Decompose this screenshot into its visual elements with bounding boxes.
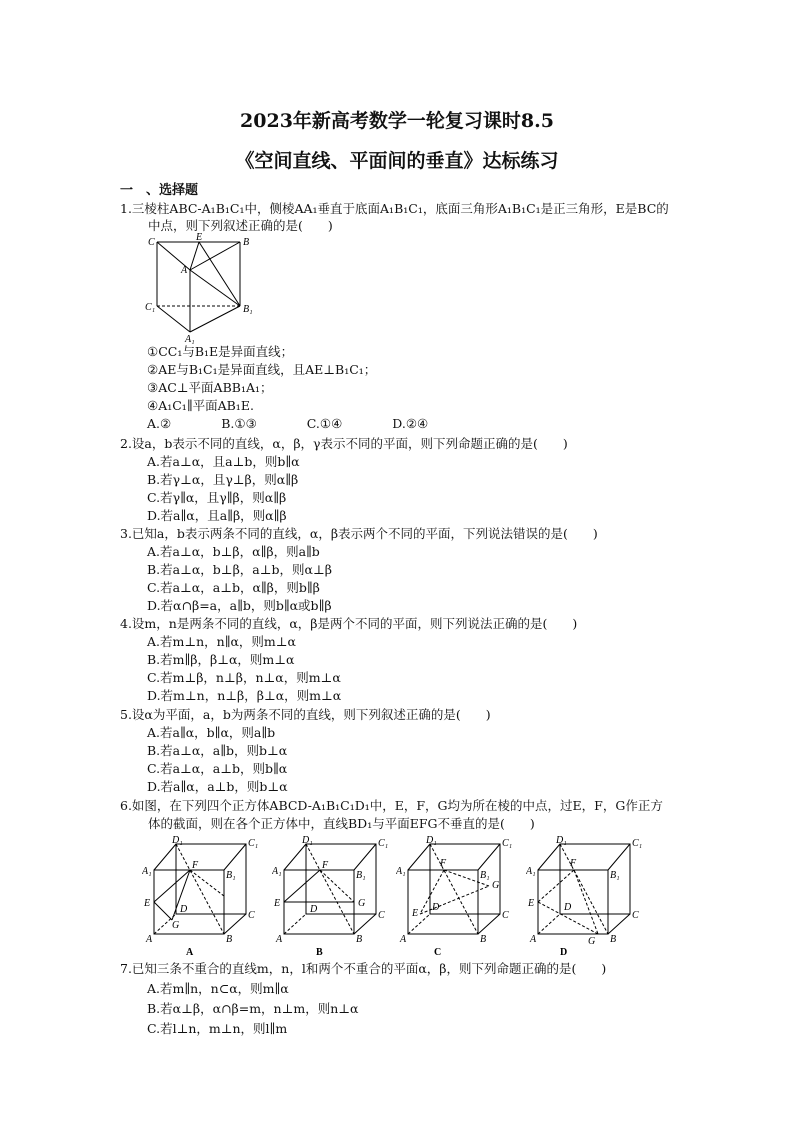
q6d-label-F: F bbox=[570, 858, 577, 869]
q6-caption-c: C bbox=[434, 947, 442, 958]
q6b-label-C1: C₁ bbox=[378, 838, 389, 849]
q6d-label-B: B bbox=[610, 934, 617, 945]
page-subtitle: 《空间直线、平面间的垂直》达标练习 bbox=[235, 150, 559, 172]
q6c-label-D1: D₁ bbox=[426, 836, 437, 846]
section-heading: 一 、选择题 bbox=[120, 183, 199, 198]
q6c-label-B: B bbox=[480, 934, 487, 945]
q6c-label-A1: A₁ bbox=[396, 866, 406, 877]
q3-stem: 3.已知a，b表示两条不同的直线，α，β表示两个不同的平面，下列说法错误的是( ) bbox=[120, 526, 598, 541]
q6-cube-figure-c bbox=[396, 836, 516, 958]
q6d-label-D1: D₁ bbox=[556, 836, 567, 846]
q5-stem: 5.设α为平面，a，b为两条不同的直线，则下列叙述正确的是( ) bbox=[120, 707, 491, 722]
q4-option-b: B.若m∥β，β⊥α，则m⊥α bbox=[147, 652, 295, 667]
q6d-label-B1: B₁ bbox=[610, 870, 620, 881]
q6a-label-F: F bbox=[192, 860, 199, 871]
q2-option-c: C.若γ∥α，且γ∥β，则α∥β bbox=[147, 490, 287, 505]
q5-option-b: B.若a⊥α，a∥b，则b⊥α bbox=[147, 743, 288, 758]
q6b-label-D: D bbox=[310, 904, 318, 915]
q6a-label-A: A bbox=[146, 934, 153, 945]
q6d-label-E: E bbox=[528, 898, 535, 909]
q6-caption-d: D bbox=[560, 947, 568, 958]
q2-option-a: A.若a⊥α，且a⊥b，则b∥α bbox=[147, 454, 300, 469]
q6b-label-D1: D₁ bbox=[302, 836, 313, 846]
q3-option-c: C.若a⊥α，a⊥b，α∥β，则b∥β bbox=[147, 580, 320, 595]
q2-option-d: D.若a∥α，且a∥β，则α∥β bbox=[147, 508, 287, 523]
q6c-label-A: A bbox=[400, 934, 407, 945]
q1-stem-line1: 1.三棱柱ABC-A₁B₁C₁中，侧棱AA₁垂直于底面A₁B₁C₁，底面三角形A₁B₁C₁是正三角形，E是BC的 bbox=[120, 201, 669, 216]
q6c-label-G: G bbox=[492, 880, 500, 891]
q7-option-a: A.若m∥n，n⊂α，则m∥α bbox=[147, 981, 289, 996]
q6b-label-A1: A₁ bbox=[272, 866, 282, 877]
q1-label-A: A bbox=[181, 265, 188, 276]
q1-statement-4: ④A₁C₁∥平面AB₁E. bbox=[147, 398, 254, 413]
q3-option-a: A.若a⊥α，b⊥β，α∥β，则a∥b bbox=[147, 544, 320, 559]
q6-stem-line2: 体的截面，则在各个正方体中，直线BD₁与平面EFG不垂直的是( ) bbox=[148, 816, 535, 831]
q6b-label-B1: B₁ bbox=[356, 870, 366, 881]
q1-label-C1: C₁ bbox=[145, 302, 156, 313]
q3-option-d: D.若α∩β=a，a∥b，则b∥α或b∥β bbox=[147, 598, 332, 613]
q6a-label-A1: A₁ bbox=[142, 866, 152, 877]
q4-stem: 4.设m，n是两条不同的直线，α，β是两个不同的平面，则下列说法正确的是( ) bbox=[120, 616, 578, 631]
q6c-label-C1: C₁ bbox=[502, 838, 513, 849]
q6a-label-B: B bbox=[226, 934, 233, 945]
q6-cube-figure-a bbox=[142, 836, 262, 958]
q1-statement-2: ②AE与B₁C₁是异面直线，且AE⊥B₁C₁； bbox=[147, 362, 377, 377]
q6-cube-figure-d bbox=[526, 836, 646, 958]
q6-caption-a: A bbox=[186, 947, 194, 958]
q6d-label-A1: A₁ bbox=[526, 866, 536, 877]
q1-label-B1: B₁ bbox=[243, 304, 253, 315]
q6b-label-A: A bbox=[276, 934, 283, 945]
q6b-label-F: F bbox=[322, 860, 329, 871]
q6b-label-G: G bbox=[358, 898, 366, 909]
q6c-label-D: D bbox=[432, 902, 440, 913]
page-title: 2023年新高考数学一轮复习课时8.5 bbox=[240, 110, 554, 132]
q6b-label-C: C bbox=[378, 910, 385, 921]
q6d-label-G: G bbox=[588, 936, 596, 947]
q1-statement-1: ①CC₁与B₁E是异面直线； bbox=[147, 344, 294, 359]
q5-option-a: A.若a∥α，b∥α，则a∥b bbox=[147, 725, 276, 740]
q4-option-d: D.若m⊥n，n⊥β，β⊥α，则m⊥α bbox=[147, 688, 342, 703]
q3-option-b: B.若a⊥α，b⊥β，a⊥b，则α⊥β bbox=[147, 562, 332, 577]
q7-stem: 7.已知三条不重合的直线m，n，l和两个不重合的平面α，β，则下列命题正确的是( ) bbox=[120, 961, 607, 976]
q6-caption-b: B bbox=[316, 947, 323, 958]
q6a-label-E: E bbox=[144, 898, 151, 909]
q2-option-b: B.若γ⊥α，且γ⊥β，则α∥β bbox=[147, 472, 299, 487]
q6a-label-B1: B₁ bbox=[226, 870, 236, 881]
q6a-label-D: D bbox=[180, 904, 188, 915]
q1-label-C: C bbox=[148, 237, 155, 248]
q7-option-c: C.若l⊥n，m⊥n，则l∥m bbox=[147, 1021, 288, 1036]
q6a-label-D1: D₁ bbox=[172, 836, 183, 846]
q1-label-B: B bbox=[243, 237, 250, 248]
q6b-label-B: B bbox=[356, 934, 363, 945]
q1-label-A1: A₁ bbox=[185, 334, 195, 344]
q6d-label-D: D bbox=[564, 902, 572, 913]
q6d-label-A: A bbox=[530, 934, 537, 945]
q1-statement-3: ③AC⊥平面ABB₁A₁； bbox=[147, 380, 273, 395]
q7-option-b: B.若α⊥β，α∩β=m，n⊥m，则n⊥α bbox=[147, 1001, 359, 1016]
q6b-label-E: E bbox=[274, 898, 281, 909]
q6-cube-figure-b bbox=[272, 836, 392, 958]
q1-label-E: E bbox=[196, 232, 203, 243]
q6d-label-C: C bbox=[632, 910, 639, 921]
q6a-label-G: G bbox=[172, 920, 180, 931]
q5-option-d: D.若a∥α，a⊥b，则b⊥α bbox=[147, 779, 288, 794]
q5-option-c: C.若a⊥α，a⊥b，则b∥α bbox=[147, 761, 288, 776]
q1-stem-line2: 中点，则下列叙述正确的是( ) bbox=[148, 218, 333, 233]
q6a-label-C1: C₁ bbox=[248, 838, 259, 849]
q2-stem: 2.设a，b表示不同的直线，α，β，γ表示不同的平面，则下列命题正确的是( ) bbox=[120, 436, 568, 451]
q6a-label-C: C bbox=[248, 910, 255, 921]
q6c-label-B1: B₁ bbox=[480, 870, 490, 881]
q6c-label-F: F bbox=[440, 858, 447, 869]
q6c-label-E: E bbox=[412, 908, 419, 919]
q4-option-c: C.若m⊥β，n⊥β，n⊥α，则m⊥α bbox=[147, 670, 341, 685]
q1-options: A.② B.①③ C.①④ D.②④ bbox=[147, 416, 429, 431]
q1-prism-figure bbox=[145, 232, 275, 344]
q4-option-a: A.若m⊥n，n∥α，则m⊥α bbox=[147, 634, 296, 649]
q6c-label-C: C bbox=[502, 910, 509, 921]
q6d-label-C1: C₁ bbox=[632, 838, 643, 849]
q6-stem-line1: 6.如图，在下列四个正方体ABCD-A₁B₁C₁D₁中，E，F，G均为所在棱的中点，过E，F，G作正方 bbox=[120, 798, 663, 813]
